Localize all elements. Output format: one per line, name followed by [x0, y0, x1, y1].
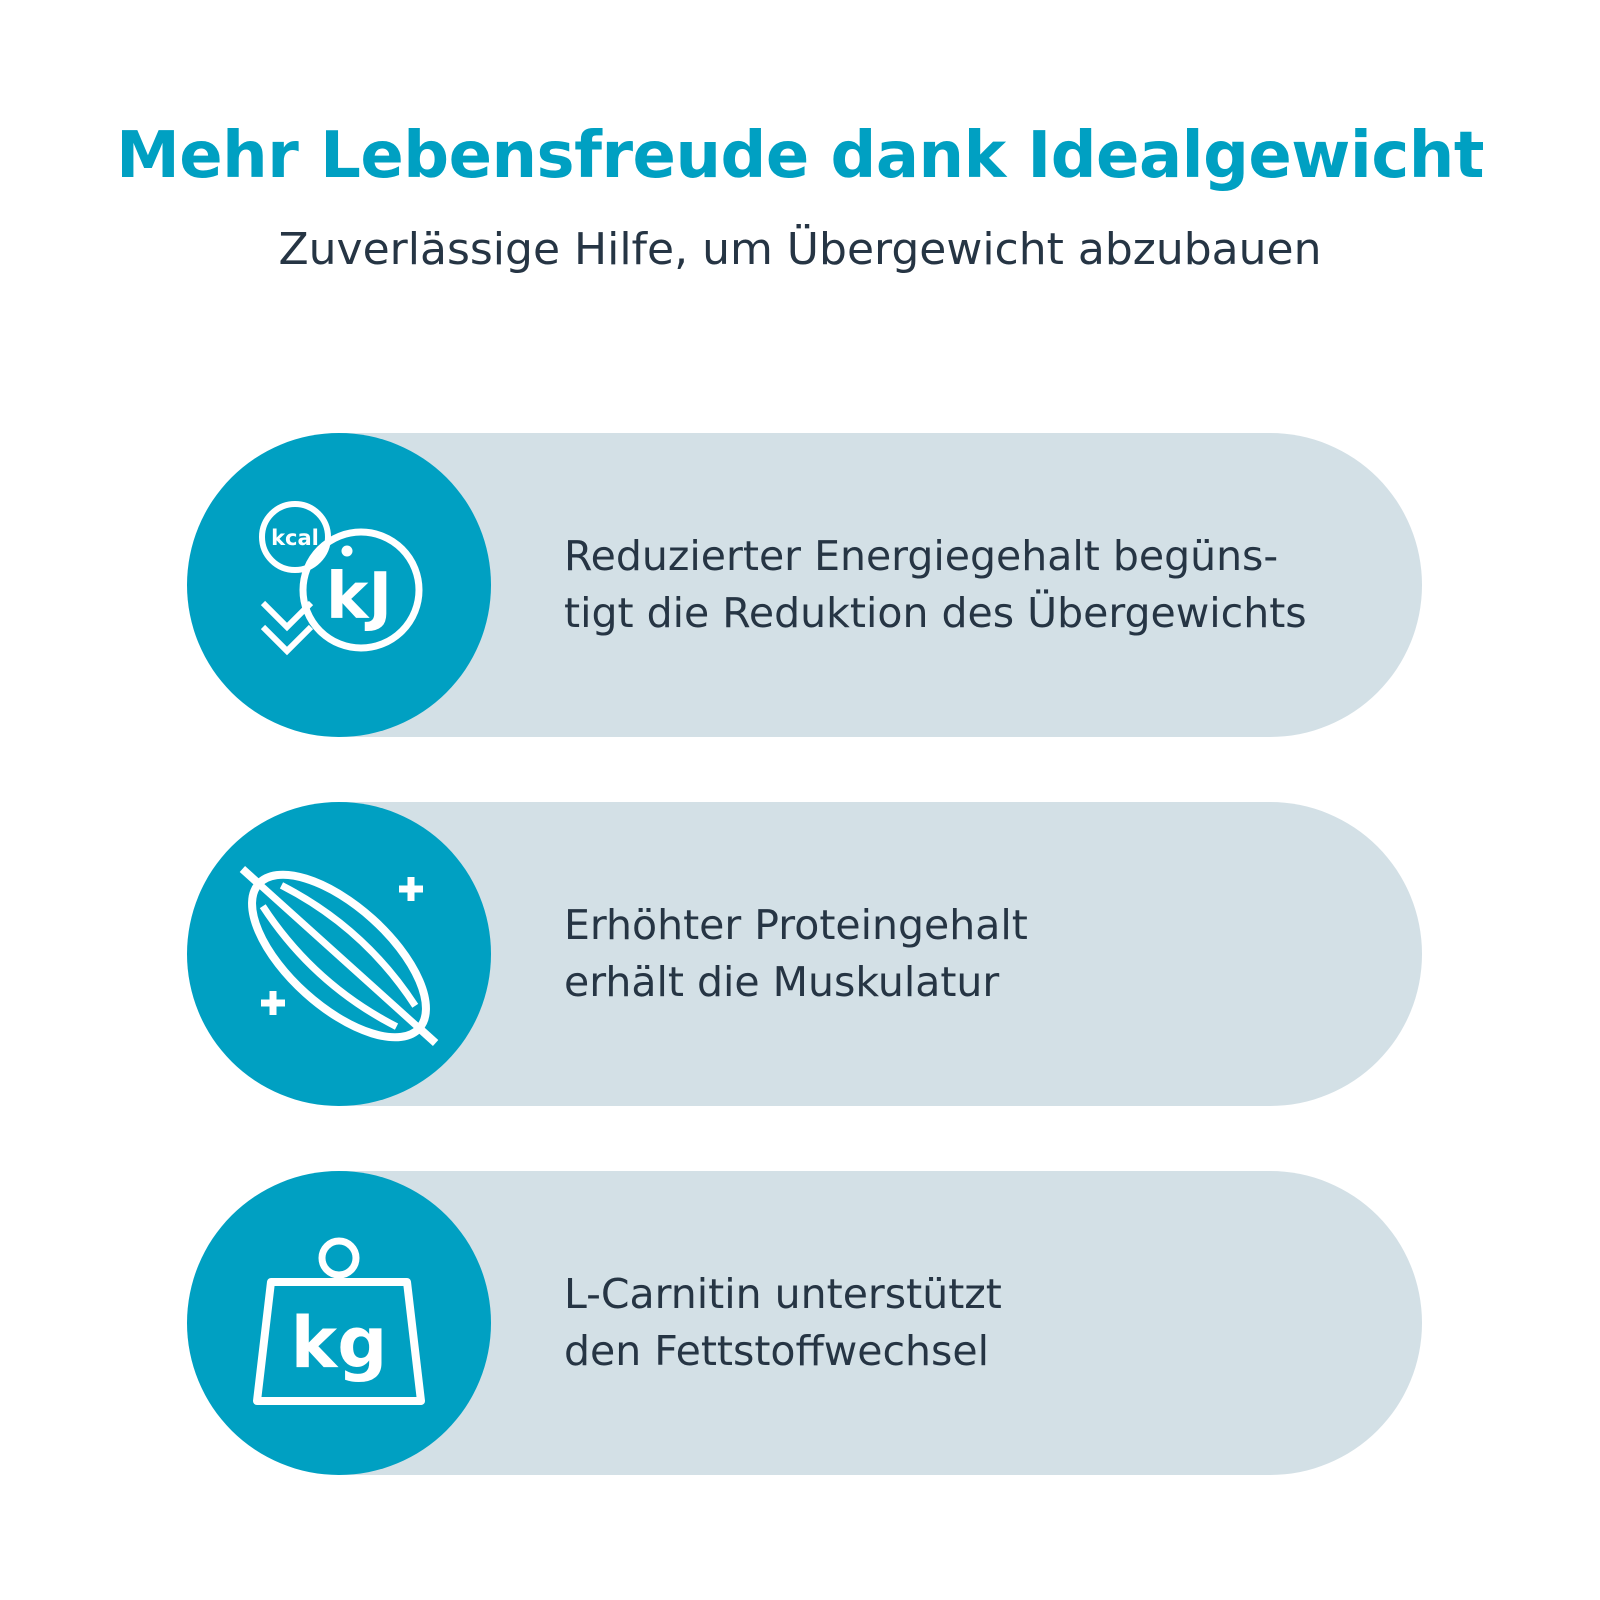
- page-subtitle: Zuverlässige Hilfe, um Übergewicht abzubauen: [278, 224, 1322, 275]
- svg-text:kg: kg: [290, 1302, 388, 1384]
- feature-line: den Fettstoffwechsel: [564, 1327, 990, 1375]
- feature-line: Erhöhter Proteingehalt: [564, 901, 1028, 949]
- energy-kcal-kj-icon: [187, 433, 491, 737]
- page-title: Mehr Lebensfreude dank Idealgewicht: [116, 119, 1484, 193]
- feature-energy: [187, 433, 1422, 737]
- feature-text: [564, 1171, 1384, 1475]
- feature-line: L-Carnitin unterstützt: [564, 1270, 1002, 1318]
- svg-text:kJ: kJ: [325, 560, 393, 634]
- feature-line: Reduzierter Energiegehalt begüns-: [564, 532, 1279, 580]
- feature-icon-circle: [187, 802, 491, 1106]
- feature-protein: [187, 802, 1422, 1106]
- svg-text:kcal: kcal: [271, 526, 319, 550]
- feature-icon-circle: [187, 433, 491, 737]
- feature-text: [564, 433, 1384, 737]
- feature-icon-circle: [187, 1171, 491, 1475]
- feature-carnitine: [187, 1171, 1422, 1475]
- muscle-icon: [187, 802, 491, 1106]
- feature-line: erhält die Muskulatur: [564, 958, 1000, 1006]
- weight-kg-icon: [187, 1171, 491, 1475]
- feature-line: tigt die Reduktion des Übergewichts: [564, 589, 1307, 637]
- feature-text: [564, 802, 1384, 1106]
